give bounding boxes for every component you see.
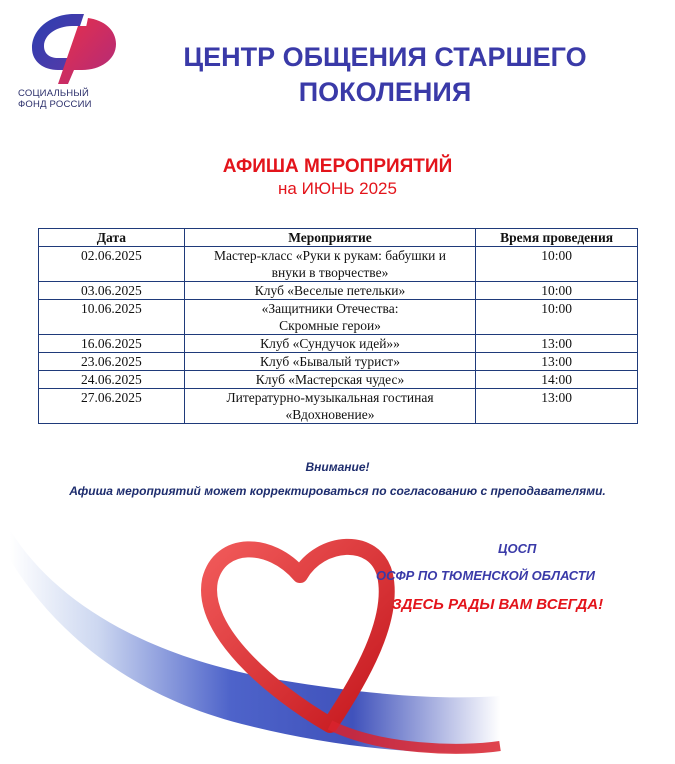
event-line-1: Мастер-класс «Руки к рукам: бабушки и: [214, 248, 446, 263]
table-row: [39, 389, 638, 424]
afisha-subtitle: на ИЮНЬ 2025: [278, 179, 397, 198]
header-time: Время проведения: [476, 229, 638, 247]
logo-caption: [18, 88, 128, 110]
cell-date: 02.06.2025: [39, 247, 185, 282]
table-row: [39, 300, 638, 335]
event-line-2: «Вдохновение»: [285, 407, 375, 422]
header-event: Мероприятие: [184, 229, 475, 247]
title-line-2: ПОКОЛЕНИЯ: [298, 77, 472, 107]
cell-time: 10:00: [476, 282, 638, 300]
title-line-1: ЦЕНТР ОБЩЕНИЯ СТАРШЕГО: [183, 42, 587, 72]
event-line-1: Клуб «Веселые петельки»: [254, 283, 406, 298]
table-row: [39, 353, 638, 371]
cell-time: 10:00: [476, 300, 638, 335]
cell-date: 16.06.2025: [39, 335, 185, 353]
cell-event: [184, 282, 475, 300]
cell-event: [184, 389, 475, 424]
sfr-logo: [18, 8, 128, 118]
header-date: Дата: [39, 229, 185, 247]
event-line-1: Клуб «Мастерская чудес»: [255, 372, 405, 387]
event-line-2: Скромные герои»: [279, 318, 381, 333]
cell-date: 03.06.2025: [39, 282, 185, 300]
event-line-1: Клуб «Бывалый турист»: [260, 354, 400, 369]
page-title: [130, 40, 640, 110]
cell-event: [184, 353, 475, 371]
table-row: [39, 247, 638, 282]
cell-event: [184, 335, 475, 353]
table-row: [39, 335, 638, 353]
cell-time: 10:00: [476, 247, 638, 282]
cell-event: [184, 247, 475, 282]
cell-event: [184, 300, 475, 335]
table-header-row: [39, 229, 638, 247]
cell-time: 13:00: [476, 353, 638, 371]
event-line-1: «Защитники Отечества:: [261, 301, 399, 316]
slogan: ЗДЕСЬ РАДЫ ВАМ ВСЕГДА!: [392, 596, 604, 613]
org-short: ЦОСП: [498, 541, 537, 556]
table-row: [39, 282, 638, 300]
cell-event: [184, 371, 475, 389]
event-line-1: Клуб «Сундучок идей»»: [260, 336, 400, 351]
notice-heading: Внимание!: [305, 460, 370, 474]
cell-date: 10.06.2025: [39, 300, 185, 335]
cell-date: 23.06.2025: [39, 353, 185, 371]
afisha-heading: [160, 156, 515, 199]
events-table: [38, 228, 638, 424]
cell-time: 13:00: [476, 335, 638, 353]
sfr-logo-icon: [22, 8, 122, 86]
cell-time: 14:00: [476, 371, 638, 389]
table-row: [39, 371, 638, 389]
notice-text: Афиша мероприятий может корректироваться по согласованию с преподавателями.: [69, 484, 606, 498]
event-line-2: внуки в творчестве»: [271, 265, 389, 280]
ribbon-heart-decoration: [0, 520, 675, 764]
logo-line-1: СОЦИАЛЬНЫЙ: [18, 88, 90, 99]
cell-time: 13:00: [476, 389, 638, 424]
afisha-title: АФИША МЕРОПРИЯТИЙ: [222, 156, 453, 177]
cell-date: 24.06.2025: [39, 371, 185, 389]
org-full: ОСФР ПО ТЮМЕНСКОЙ ОБЛАСТИ: [376, 568, 595, 583]
cell-date: 27.06.2025: [39, 389, 185, 424]
logo-line-2: ФОНД РОССИИ: [18, 99, 92, 110]
event-line-1: Литературно-музыкальная гостиная: [226, 390, 434, 405]
